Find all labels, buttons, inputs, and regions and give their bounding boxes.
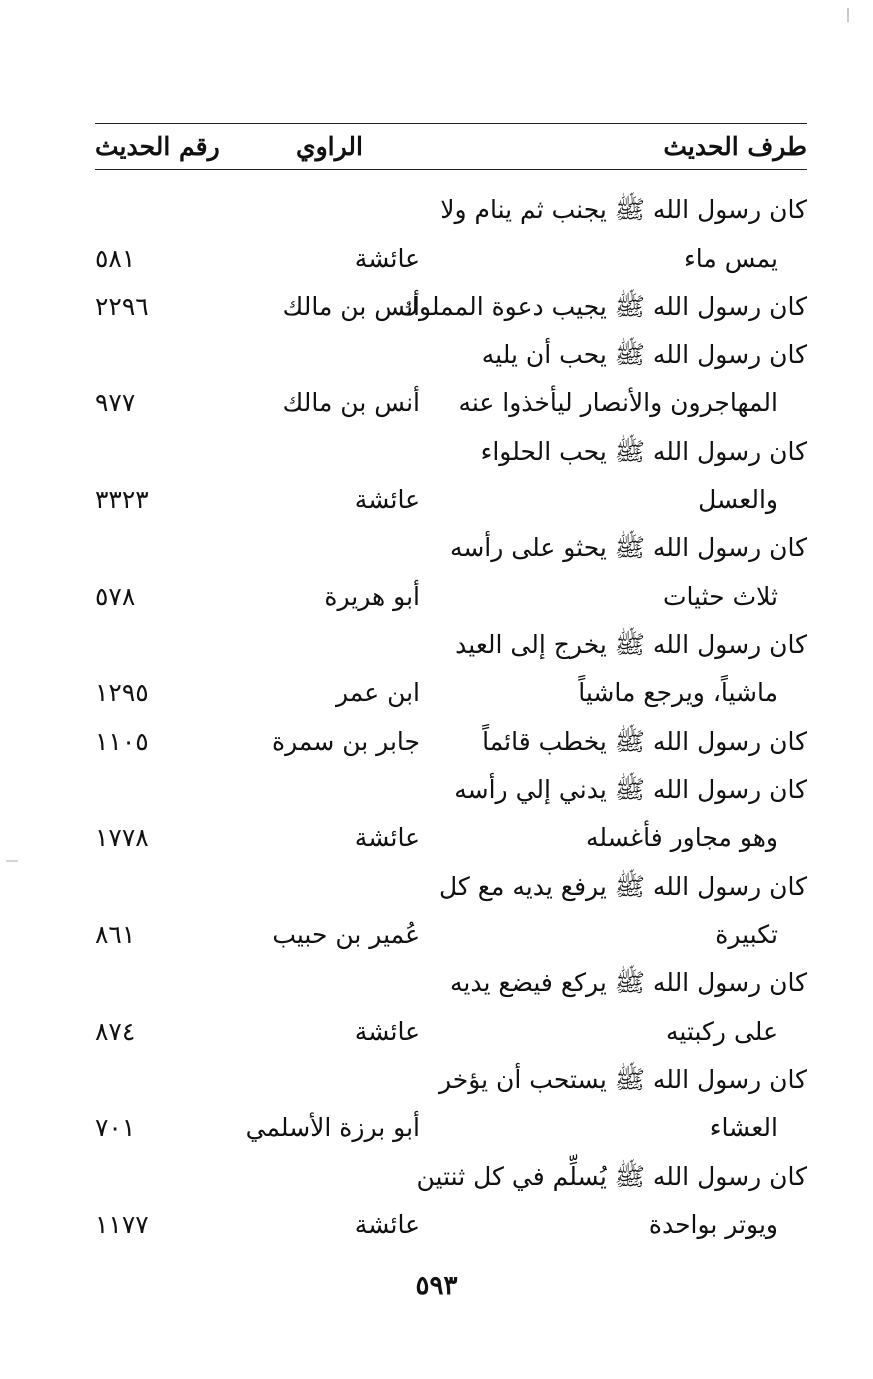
- scan-mark: [6, 860, 18, 862]
- narrator: عائشة: [354, 244, 420, 273]
- hadith-text-line: يمس ماء: [684, 244, 778, 273]
- hadith-text-line: تكبيرة: [715, 920, 778, 949]
- hadith-number: ٣٣٢٣: [95, 485, 149, 514]
- hadith-number: ٢٢٩٦: [95, 292, 149, 321]
- hadith-number: ١١٧٧: [95, 1210, 149, 1239]
- hadith-text-line: كان رسول الله ﷺ يجيب دعوة المملوك: [398, 292, 807, 321]
- narrator: أبو هريرة: [324, 582, 420, 611]
- hadith-text-line: كان رسول الله ﷺ يحب أن يليه: [481, 340, 807, 369]
- hadith-text-line: والعسل: [698, 485, 778, 514]
- narrator: عائشة: [354, 823, 420, 852]
- hadith-text-line: كان رسول الله ﷺ يدني إلي رأسه: [454, 775, 807, 804]
- hadith-text-line: كان رسول الله ﷺ يركع فيضع يديه: [450, 968, 807, 997]
- hadith-text-line: كان رسول الله ﷺ يستحب أن يؤخر: [438, 1065, 807, 1094]
- hadith-number: ٨٧٤: [95, 1017, 136, 1046]
- hadith-text-line: ثلاث حثيات: [662, 582, 778, 611]
- narrator: جابر بن سمرة: [272, 727, 420, 756]
- hadith-text-line: كان رسول الله ﷺ يحب الحلواء: [480, 437, 807, 466]
- narrator: عائشة: [354, 1017, 420, 1046]
- hadith-number: ١٢٩٥: [95, 678, 149, 707]
- hadith-number: ٥٧٨: [95, 582, 136, 611]
- hadith-text-line: ويوتر بواحدة: [648, 1210, 778, 1239]
- hadith-number: ٧٠١: [95, 1113, 136, 1142]
- hadith-text-line: كان رسول الله ﷺ يحثو على رأسه: [449, 533, 807, 562]
- column-header-hadith: طرف الحديث: [663, 132, 807, 161]
- hadith-text-line: كان رسول الله ﷺ يخطب قائماً: [482, 727, 807, 756]
- hadith-number: ١١٠٥: [95, 727, 149, 756]
- hadith-number: ١٧٧٨: [95, 823, 149, 852]
- narrator: ابن عمر: [335, 678, 420, 707]
- column-header-number: رقم الحديث: [95, 132, 220, 161]
- narrator: عُمير بن حبيب: [272, 920, 420, 949]
- header-top-rule: [95, 123, 807, 124]
- hadith-number: ٩٧٧: [95, 388, 136, 417]
- hadith-text-line: كان رسول الله ﷺ يُسلِّم في كل ثنتين: [416, 1162, 807, 1191]
- hadith-text-line: ماشياً، ويرجع ماشياً: [578, 678, 778, 707]
- hadith-number: ٥٨١: [95, 244, 136, 273]
- hadith-number: ٨٦١: [95, 920, 136, 949]
- column-header-narrator: الراوي: [296, 132, 363, 161]
- narrator: عائشة: [354, 485, 420, 514]
- narrator: عائشة: [354, 1210, 420, 1239]
- narrator: أبو برزة الأسلمي: [245, 1113, 420, 1142]
- narrator: أنس بن مالك: [282, 292, 420, 321]
- hadith-text-line: كان رسول الله ﷺ يجنب ثم ينام ولا: [440, 195, 807, 224]
- header-bottom-rule: [95, 169, 807, 170]
- page-number: ٥٩٣: [415, 1271, 458, 1301]
- hadith-text-line: كان رسول الله ﷺ يخرج إلى العيد: [455, 630, 807, 659]
- hadith-text-line: المهاجرون والأنصار ليأخذوا عنه: [458, 388, 778, 417]
- hadith-text-line: وهو مجاور فأغسله: [586, 823, 778, 852]
- narrator: أنس بن مالك: [282, 388, 420, 417]
- scan-mark: [847, 8, 849, 22]
- hadith-text-line: العشاء: [709, 1113, 778, 1142]
- hadith-text-line: على ركبتيه: [666, 1017, 778, 1046]
- hadith-text-line: كان رسول الله ﷺ يرفع يديه مع كل: [438, 872, 807, 901]
